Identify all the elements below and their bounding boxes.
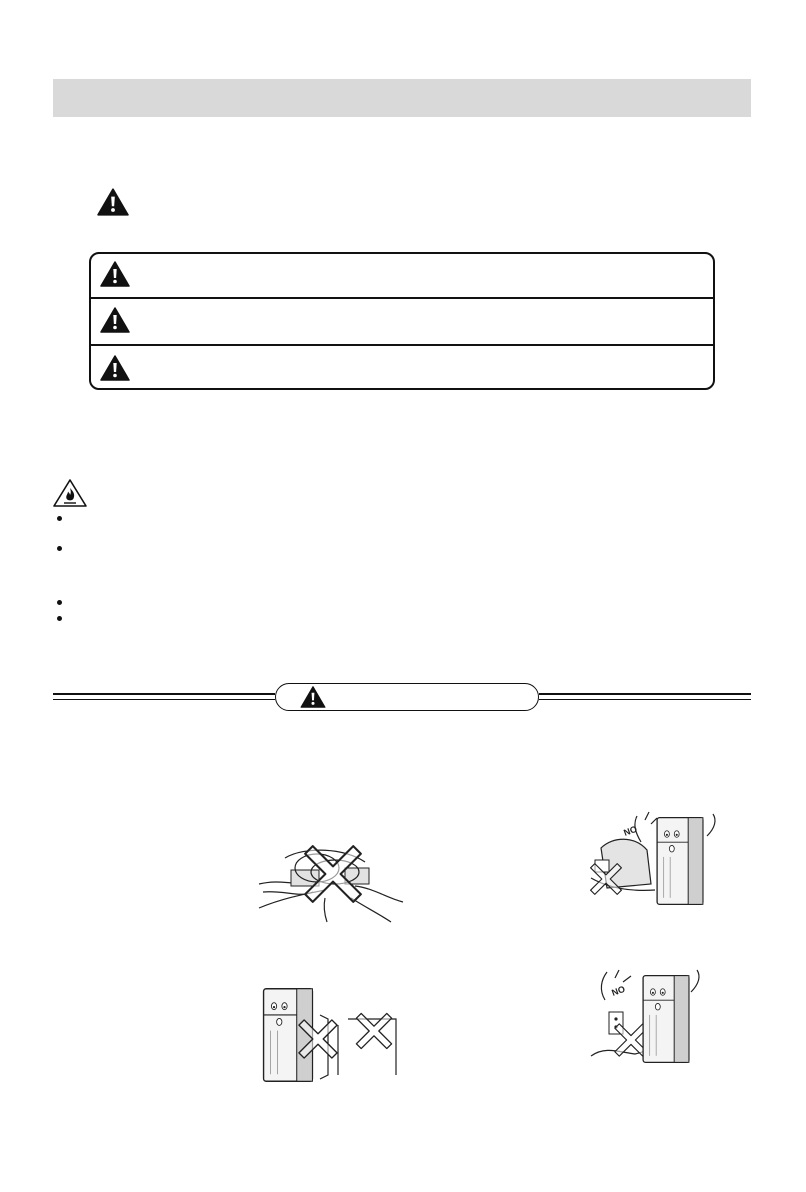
warning-icon (100, 307, 130, 333)
fridge-character-gap-crossed-out-illustration (256, 985, 401, 1090)
bullet-dot (57, 616, 62, 621)
bullet-dot (57, 546, 62, 551)
warning-icon (100, 355, 130, 381)
signal-word-table (89, 252, 715, 390)
divider-line (539, 699, 751, 700)
divider-line (53, 699, 275, 700)
warning-icon (100, 261, 130, 287)
caution-banner (275, 683, 539, 711)
svg-text:NO: NO (622, 823, 639, 838)
warning-icon (300, 686, 326, 708)
divider-line (53, 693, 275, 695)
fridge-character-heater-crossed-out-illustration (585, 806, 725, 913)
bullet-dot (57, 516, 62, 521)
section-title-bar (53, 79, 751, 117)
signal-row (91, 344, 713, 388)
flammable-warning-icon (52, 478, 88, 513)
bullet-dot (57, 600, 62, 605)
tangled-cords-crossed-out-illustration (255, 828, 407, 929)
signal-row (91, 254, 713, 297)
warning-icon (97, 188, 129, 216)
signal-row (91, 297, 713, 344)
divider-line (539, 693, 751, 695)
svg-text:NO: NO (610, 983, 627, 998)
fridge-character-plug-crossed-out-illustration (585, 966, 715, 1071)
